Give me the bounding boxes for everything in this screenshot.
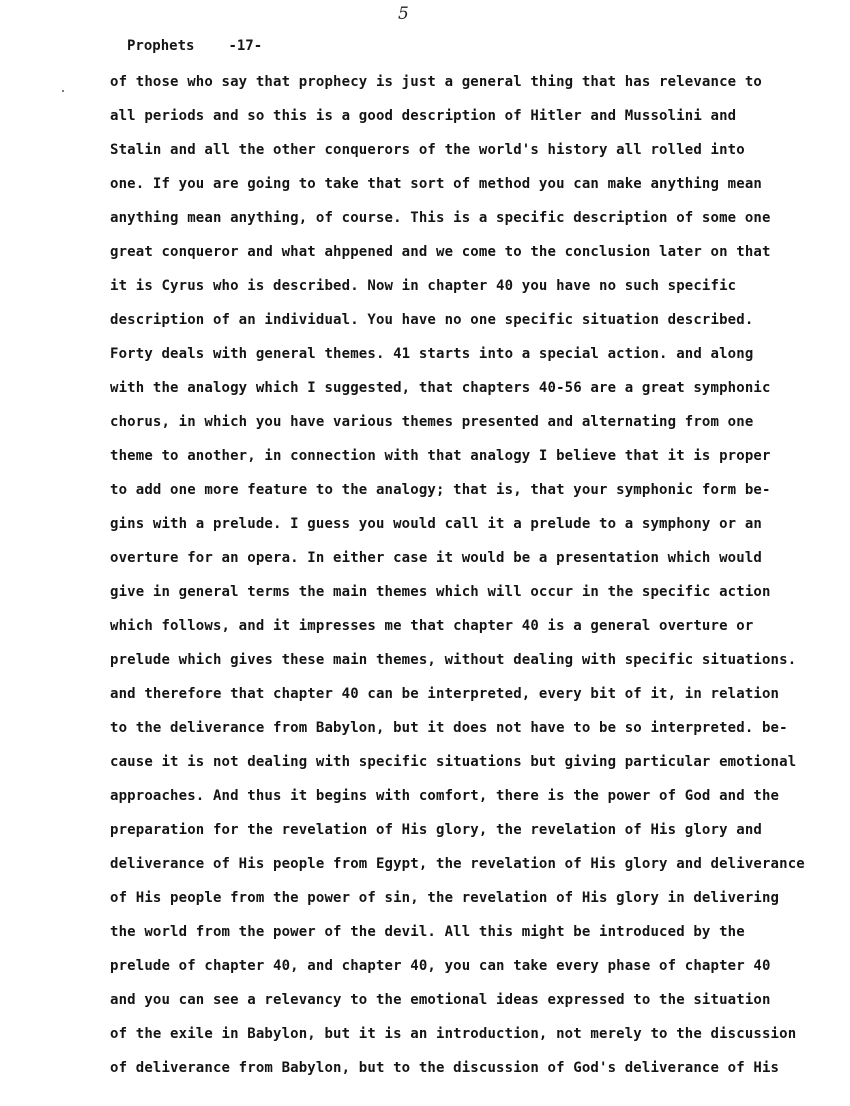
text-line: of deliverance from Babylon, but to the discussion of God's deliverance of His (110, 1060, 780, 1076)
running-head-title: Prophets (127, 38, 195, 54)
text-line: Forty deals with general themes. 41 starts into a special action. and along (110, 346, 754, 362)
text-line: to the deliverance from Babylon, but it does not have to be so interpreted. be- (110, 720, 788, 736)
text-line: of those who say that prophecy is just a general thing that has relevance to (110, 74, 762, 90)
text-line: with the analogy which I suggested, that chapters 40-56 are a great symphonic (110, 380, 771, 396)
text-line: and therefore that chapter 40 can be interpreted, every bit of it, in relation (110, 686, 780, 702)
text-line: give in general terms the main themes which will occur in the specific action (110, 584, 771, 600)
text-line: one. If you are going to take that sort of method you can make anything mean (110, 176, 762, 192)
text-line: great conqueror and what ahppened and we come to the conclusion later on that (110, 244, 771, 260)
page-number: 5 (398, 4, 409, 24)
text-line: of the exile in Babylon, but it is an introduction, not merely to the discussion (110, 1026, 797, 1042)
text-line: the world from the power of the devil. All this might be introduced by the (110, 924, 745, 940)
running-head-page: -17- (228, 38, 263, 54)
text-line: prelude of chapter 40, and chapter 40, you can take every phase of chapter 40 (110, 958, 771, 974)
text-line: cause it is not dealing with specific situations but giving particular emotional (110, 754, 797, 770)
text-line: anything mean anything, of course. This is a specific description of some one (110, 210, 771, 226)
text-line: to add one more feature to the analogy; that is, that your symphonic form be- (110, 482, 771, 498)
text-line: gins with a prelude. I guess you would call it a prelude to a symphony or an (110, 516, 762, 532)
text-line: it is Cyrus who is described. Now in chapter 40 you have no such specific (110, 278, 737, 294)
text-line: deliverance of His people from Egypt, the revelation of His glory and deliverance (110, 856, 805, 872)
text-line: prelude which gives these main themes, without dealing with specific situations. (110, 652, 797, 668)
text-line: which follows, and it impresses me that chapter 40 is a general overture or (110, 618, 754, 634)
text-line: approaches. And thus it begins with comfort, there is the power of God and the (110, 788, 780, 804)
body-text (110, 72, 810, 1092)
text-line: description of an individual. You have no one specific situation described. (110, 312, 754, 328)
text-line: chorus, in which you have various themes presented and alternating from one (110, 414, 754, 430)
text-line: overture for an opera. In either case it would be a presentation which would (110, 550, 762, 566)
text-line: Stalin and all the other conquerors of the world's history all rolled into (110, 142, 745, 158)
stray-ink-mark (62, 90, 64, 92)
text-line: all periods and so this is a good description of Hitler and Mussolini and (110, 108, 737, 124)
text-line: of His people from the power of sin, the revelation of His glory in delivering (110, 890, 780, 906)
text-line: and you can see a relevancy to the emotional ideas expressed to the situation (110, 992, 771, 1008)
text-line: theme to another, in connection with that analogy I believe that it is proper (110, 448, 771, 464)
running-head (127, 38, 262, 54)
text-line: preparation for the revelation of His glory, the revelation of His glory and (110, 822, 762, 838)
